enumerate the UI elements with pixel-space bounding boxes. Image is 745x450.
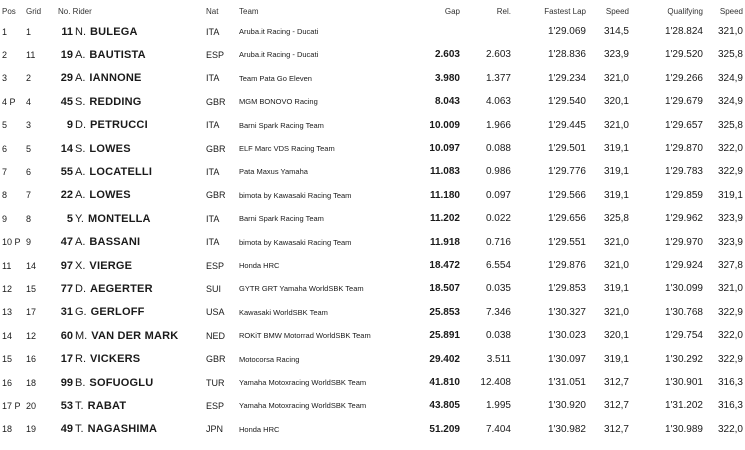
- rider-team: Yamaha Motoxracing WorldSBK Team: [239, 378, 367, 387]
- row-pos: 1: [2, 26, 8, 37]
- fastest-lap-speed: 321,0: [603, 72, 629, 84]
- rider-surname: VIERGE: [89, 259, 133, 272]
- rider-nat: NED: [206, 330, 226, 341]
- row-rel: 4.063: [485, 96, 511, 108]
- row-pos: 13: [2, 307, 13, 318]
- rider-initial: Y.: [75, 212, 84, 225]
- row-pos: 5: [2, 120, 8, 131]
- rider-number: 5: [66, 212, 73, 225]
- fastest-lap: 1'29.540: [547, 96, 586, 108]
- qualifying-time: 1'29.859: [664, 189, 703, 201]
- rider-team: Aruba.it Racing - Ducati: [239, 50, 319, 60]
- rider-name: [75, 371, 205, 394]
- rider-surname: IANNONE: [89, 72, 142, 85]
- row-gap: 11.918: [429, 236, 460, 248]
- fastest-lap-speed: 321,0: [603, 119, 629, 131]
- row-pos: 7: [2, 166, 8, 177]
- row-pos: 2: [2, 49, 8, 60]
- row-gap: 41.810: [429, 377, 460, 388]
- rider-name: [75, 184, 205, 207]
- fastest-lap: 1'29.656: [547, 213, 586, 225]
- row-grid: 14: [26, 260, 37, 271]
- table-row: [0, 371, 745, 394]
- qualifying-time: 1'30.099: [664, 283, 703, 295]
- table-row: [0, 254, 745, 277]
- qualifying-time: 1'28.824: [664, 26, 703, 37]
- rider-nat: SUI: [206, 283, 222, 294]
- qualifying-speed: 319,1: [717, 189, 743, 201]
- rider-initial: D.: [75, 119, 86, 132]
- qualifying-speed: 321,0: [717, 283, 743, 295]
- table-row: [0, 301, 745, 324]
- table-row: [0, 137, 745, 160]
- fastest-lap-speed: 325,8: [603, 213, 629, 225]
- fastest-lap-speed: 312,7: [603, 400, 629, 412]
- rider-team: bimota by Kawasaki Racing Team: [239, 190, 352, 200]
- rider-nat: ITA: [206, 73, 220, 84]
- row-rel: 12.408: [480, 377, 511, 388]
- fastest-lap-speed: 320,1: [603, 96, 629, 108]
- fastest-lap-speed: 319,1: [603, 283, 629, 295]
- fastest-lap: 1'29.234: [547, 72, 586, 84]
- row-gap: 11.180: [429, 189, 460, 201]
- header-fastest-lap: Fastest Lap: [544, 6, 586, 16]
- row-pos: 14: [2, 330, 13, 341]
- row-grid: 9: [26, 237, 32, 248]
- qualifying-time: 1'29.924: [664, 260, 703, 271]
- rider-name: [75, 418, 205, 441]
- row-grid: 5: [26, 143, 32, 154]
- row-gap: 8.043: [434, 96, 460, 108]
- qualifying-time: 1'29.657: [664, 119, 703, 131]
- row-pos: 12: [2, 283, 13, 294]
- fastest-lap-speed: 321,0: [603, 236, 629, 248]
- table-row: [0, 114, 745, 137]
- row-pos: 8: [2, 190, 8, 201]
- qualifying-time: 1'29.783: [664, 166, 703, 178]
- rider-initial: S.: [75, 95, 86, 108]
- table-row: [0, 67, 745, 90]
- rider-name: [75, 137, 205, 160]
- qualifying-time: 1'29.962: [664, 213, 703, 225]
- qualifying-time: 1'29.970: [664, 236, 703, 248]
- rider-surname: LOWES: [89, 142, 131, 155]
- fastest-lap: 1'31.051: [547, 377, 586, 388]
- rider-surname: SOFUOGLU: [89, 376, 154, 389]
- row-grid: 15: [26, 283, 37, 294]
- rider-number: 47: [60, 236, 73, 249]
- row-rel: 1.377: [485, 72, 511, 84]
- qualifying-speed: 322,9: [717, 306, 743, 318]
- rider-initial: S.: [75, 142, 86, 155]
- row-pos: 6: [2, 143, 8, 154]
- qualifying-time: 1'29.679: [664, 96, 703, 108]
- row-rel: 0.716: [485, 236, 511, 248]
- rider-surname: VICKERS: [90, 353, 141, 366]
- rider-surname: PETRUCCI: [90, 119, 148, 132]
- qualifying-speed: 322,9: [717, 166, 743, 178]
- qualifying-time: 1'29.266: [664, 72, 703, 84]
- row-grid: 19: [26, 424, 37, 435]
- rider-nat: JPN: [206, 424, 224, 435]
- rider-surname: LOCATELLI: [89, 165, 153, 178]
- rider-name: [75, 301, 205, 324]
- rider-name: [75, 324, 205, 347]
- rider-name: [75, 114, 205, 137]
- rider-initial: B.: [75, 376, 86, 389]
- table-row: [0, 231, 745, 254]
- rider-number: 11: [61, 25, 73, 38]
- row-grid: 20: [26, 400, 37, 411]
- rider-initial: R.: [75, 353, 86, 366]
- row-rel: 7.346: [485, 306, 511, 318]
- fastest-lap: 1'29.069: [547, 26, 586, 37]
- header-speed: Speed: [605, 6, 629, 16]
- fastest-lap: 1'30.327: [547, 306, 586, 318]
- row-rel: 0.035: [485, 283, 511, 295]
- fastest-lap: 1'29.501: [547, 143, 586, 154]
- row-gap: 29.402: [429, 353, 460, 365]
- rider-name: [75, 348, 205, 371]
- header-team: Team: [239, 6, 259, 16]
- rider-number: 53: [60, 399, 73, 412]
- rider-nat: ESP: [206, 260, 225, 271]
- rider-initial: T.: [75, 423, 84, 436]
- row-rel: [455, 20, 511, 43]
- table-row: [0, 43, 745, 66]
- qualifying-time: 1'30.768: [664, 306, 703, 318]
- row-rel: 2.603: [485, 49, 511, 61]
- rider-name: [75, 277, 205, 300]
- header-grid: Grid: [26, 6, 42, 16]
- row-rel: 3.511: [486, 353, 511, 365]
- rider-surname: GERLOFF: [90, 306, 145, 319]
- row-pos: 4 P: [2, 96, 16, 107]
- rider-name: [75, 90, 205, 113]
- rider-surname: LOWES: [89, 189, 131, 202]
- qualifying-speed: 322,0: [717, 330, 743, 342]
- fastest-lap: 1'29.853: [547, 283, 586, 295]
- row-rel: 0.097: [485, 189, 511, 201]
- fastest-lap: 1'29.776: [547, 166, 586, 178]
- table-row: [0, 277, 745, 300]
- header-speed-2: Speed: [719, 6, 743, 16]
- rider-number: 19: [60, 48, 73, 61]
- fastest-lap: 1'29.445: [547, 119, 586, 131]
- rider-nat: GBR: [206, 143, 226, 154]
- row-gap: 25.891: [429, 330, 460, 342]
- row-grid: 4: [26, 96, 32, 107]
- rider-nat: TUR: [206, 377, 225, 388]
- rider-number: 99: [60, 376, 73, 389]
- rider-nat: GBR: [206, 190, 226, 201]
- rider-team: Aruba.it Racing - Ducati: [239, 27, 319, 36]
- rider-team: Pata Maxus Yamaha: [239, 167, 308, 177]
- rider-number: 77: [60, 282, 73, 295]
- qualifying-time: 1'29.520: [664, 49, 703, 61]
- rider-team: Barni Spark Racing Team: [239, 214, 324, 224]
- rider-surname: REDDING: [89, 95, 142, 108]
- rider-team: Motocorsa Racing: [239, 354, 300, 364]
- qualifying-time: 1'30.989: [664, 423, 703, 435]
- row-rel: 7.404: [485, 423, 511, 435]
- fastest-lap: 1'30.982: [547, 423, 586, 435]
- qualifying-speed: 325,8: [717, 49, 743, 61]
- header-rel: Rel.: [496, 6, 511, 16]
- rider-team: bimota by Kawasaki Racing Team: [239, 237, 352, 247]
- rider-surname: BASSANI: [89, 236, 141, 249]
- table-row: [0, 394, 745, 417]
- row-pos: 16: [2, 377, 13, 388]
- rider-nat: ESP: [206, 400, 225, 411]
- rider-team: GYTR GRT Yamaha WorldSBK Team: [239, 284, 364, 294]
- qualifying-speed: 322,0: [717, 423, 743, 435]
- rider-number: 55: [60, 165, 73, 178]
- rider-number: 45: [60, 95, 73, 108]
- rider-team: Barni Spark Racing Team: [239, 120, 324, 130]
- table-row: [0, 160, 745, 183]
- table-row: [0, 90, 745, 113]
- qualifying-speed: 327,8: [717, 260, 743, 271]
- rider-number: 29: [60, 72, 73, 85]
- rider-initial: G.: [75, 306, 87, 319]
- row-gap: 3.980: [434, 72, 460, 84]
- row-rel: 1.995: [485, 400, 511, 412]
- rider-name: [75, 67, 205, 90]
- table-row: [0, 418, 745, 441]
- row-rel: 0.986: [485, 166, 511, 178]
- qualifying-time: 1'30.901: [664, 377, 703, 388]
- header-gap: Gap: [444, 6, 460, 16]
- rider-number: 14: [60, 142, 73, 155]
- qualifying-time: 1'29.870: [664, 143, 703, 154]
- row-rel: 0.088: [485, 143, 511, 154]
- row-grid: 6: [26, 166, 32, 177]
- row-pos: 10 P: [2, 237, 21, 248]
- fastest-lap: 1'30.920: [547, 400, 586, 412]
- table-row: [0, 20, 745, 43]
- header-pos: Pos: [2, 6, 16, 16]
- qualifying-speed: 324,9: [717, 96, 743, 108]
- table-row: [0, 348, 745, 371]
- fastest-lap-speed: 321,0: [603, 306, 629, 318]
- header-rider: No. Rider: [58, 6, 92, 16]
- qualifying-time: 1'29.754: [664, 330, 703, 342]
- rider-initial: A.: [75, 165, 86, 178]
- rider-surname: VAN DER MARK: [91, 329, 179, 342]
- fastest-lap-speed: 312,7: [603, 423, 629, 435]
- qualifying-speed: 316,3: [717, 400, 743, 412]
- rider-nat: ITA: [206, 213, 220, 224]
- qualifying-speed: 316,3: [717, 377, 743, 388]
- row-grid: 16: [26, 354, 37, 365]
- rider-surname: BAUTISTA: [89, 48, 146, 61]
- row-pos: 11: [2, 260, 12, 271]
- fastest-lap-speed: 321,0: [603, 260, 629, 271]
- row-pos: 17 P: [2, 400, 21, 411]
- row-gap: [355, 20, 460, 43]
- row-gap: 10.097: [429, 143, 460, 154]
- row-gap: 10.009: [429, 119, 460, 131]
- row-rel: 0.038: [485, 330, 511, 342]
- rider-surname: MONTELLA: [87, 212, 151, 225]
- rider-nat: GBR: [206, 354, 226, 365]
- rider-team: ROKiT BMW Motorrad WorldSBK Team: [239, 331, 371, 341]
- fastest-lap: 1'30.023: [547, 330, 586, 342]
- rider-team: Honda HRC: [239, 424, 280, 434]
- rider-team: MGM BONOVO Racing: [239, 97, 318, 107]
- rider-number: 49: [60, 423, 73, 436]
- rider-nat: ESP: [206, 49, 225, 60]
- rider-number: 31: [60, 306, 73, 319]
- fastest-lap-speed: 319,1: [603, 143, 629, 154]
- qualifying-speed: 324,9: [717, 72, 743, 84]
- rider-nat: ITA: [206, 120, 220, 131]
- row-pos: 9: [2, 213, 8, 224]
- row-grid: 12: [26, 330, 37, 341]
- rider-initial: X.: [75, 259, 86, 272]
- row-grid: 2: [26, 73, 32, 84]
- qualifying-time: 1'31.202: [664, 400, 703, 412]
- row-gap: 25.853: [429, 306, 460, 318]
- row-rel: 1.966: [485, 119, 511, 131]
- rider-number: 97: [60, 259, 73, 272]
- rider-number: 60: [60, 329, 73, 342]
- table-row: [0, 324, 745, 347]
- row-grid: 17: [26, 307, 37, 318]
- fastest-lap-speed: 319,1: [603, 189, 629, 201]
- row-grid: 7: [26, 190, 32, 201]
- row-gap: 43.805: [429, 400, 460, 412]
- row-grid: 1: [26, 26, 32, 37]
- rider-name: [75, 43, 205, 66]
- row-gap: 11.083: [429, 166, 460, 178]
- rider-team: Team Pata Go Eleven: [239, 73, 312, 83]
- row-gap: 11.202: [429, 213, 460, 225]
- rider-surname: AEGERTER: [90, 282, 153, 295]
- row-gap: 2.603: [434, 49, 460, 61]
- fastest-lap: 1'29.566: [547, 189, 586, 201]
- row-grid: 18: [26, 377, 37, 388]
- table-row: [0, 207, 745, 230]
- row-gap: 18.507: [429, 283, 460, 295]
- fastest-lap: 1'30.097: [547, 353, 586, 365]
- rider-number: 9: [66, 119, 73, 132]
- qualifying-speed: 322,9: [717, 353, 743, 365]
- fastest-lap-speed: 319,1: [603, 166, 629, 178]
- rider-nat: ITA: [206, 26, 220, 37]
- rider-team: ELF Marc VDS Racing Team: [239, 144, 335, 153]
- rider-number: 17: [60, 353, 73, 366]
- fastest-lap-speed: 323,9: [603, 49, 629, 61]
- rider-team: Kawasaki WorldSBK Team: [239, 307, 328, 317]
- qualifying-speed: 322,0: [717, 143, 743, 154]
- fastest-lap-speed: 312,7: [603, 377, 629, 388]
- rider-nat: USA: [206, 307, 225, 318]
- row-pos: 18: [2, 424, 13, 435]
- rider-name: [75, 160, 205, 183]
- row-grid: 3: [26, 120, 32, 131]
- rider-team: Honda HRC: [239, 261, 280, 270]
- row-gap: 51.209: [429, 423, 460, 435]
- rider-initial: D.: [75, 282, 86, 295]
- rider-name: [75, 20, 205, 43]
- rider-initial: A.: [75, 48, 86, 61]
- qualifying-speed: 323,9: [717, 236, 743, 248]
- rider-name: [75, 207, 205, 230]
- rider-surname: RABAT: [87, 399, 127, 412]
- fastest-lap: 1'28.836: [547, 49, 586, 61]
- fastest-lap-speed: 320,1: [603, 330, 629, 342]
- rider-surname: NAGASHIMA: [87, 423, 158, 436]
- fastest-lap-speed: 314,5: [603, 26, 629, 37]
- rider-initial: A.: [75, 189, 86, 202]
- rider-initial: A.: [75, 72, 86, 85]
- rider-initial: N.: [75, 25, 86, 38]
- rider-initial: M.: [75, 329, 88, 342]
- rider-nat: ITA: [206, 166, 220, 177]
- rider-nat: ITA: [206, 237, 220, 248]
- rider-number: 22: [60, 189, 73, 202]
- header-qualifying: Qualifying: [667, 6, 703, 16]
- qualifying-speed: 325,8: [717, 119, 743, 131]
- header-nat: Nat: [206, 6, 219, 16]
- qualifying-speed: 323,9: [717, 213, 743, 225]
- rider-name: [75, 254, 205, 277]
- rider-surname: BULEGA: [90, 25, 138, 38]
- rider-initial: T.: [75, 399, 84, 412]
- row-pos: 3: [2, 73, 8, 84]
- row-pos: 15: [2, 354, 13, 365]
- rider-team: Yamaha Motoxracing WorldSBK Team: [239, 401, 367, 411]
- row-grid: 11: [26, 49, 36, 60]
- rider-name: [75, 394, 205, 417]
- row-rel: 6.554: [485, 260, 511, 271]
- table-row: [0, 184, 745, 207]
- rider-nat: GBR: [206, 96, 226, 107]
- rider-initial: A.: [75, 236, 86, 249]
- fastest-lap: 1'29.876: [547, 260, 586, 271]
- fastest-lap-speed: 319,1: [603, 353, 629, 365]
- row-gap: 18.472: [429, 260, 460, 271]
- fastest-lap: 1'29.551: [547, 236, 586, 248]
- table-header: [0, 4, 745, 18]
- qualifying-speed: 321,0: [717, 26, 743, 37]
- qualifying-time: 1'30.292: [664, 353, 703, 365]
- row-rel: 0.022: [485, 213, 511, 225]
- row-grid: 8: [26, 213, 32, 224]
- rider-name: [75, 231, 205, 254]
